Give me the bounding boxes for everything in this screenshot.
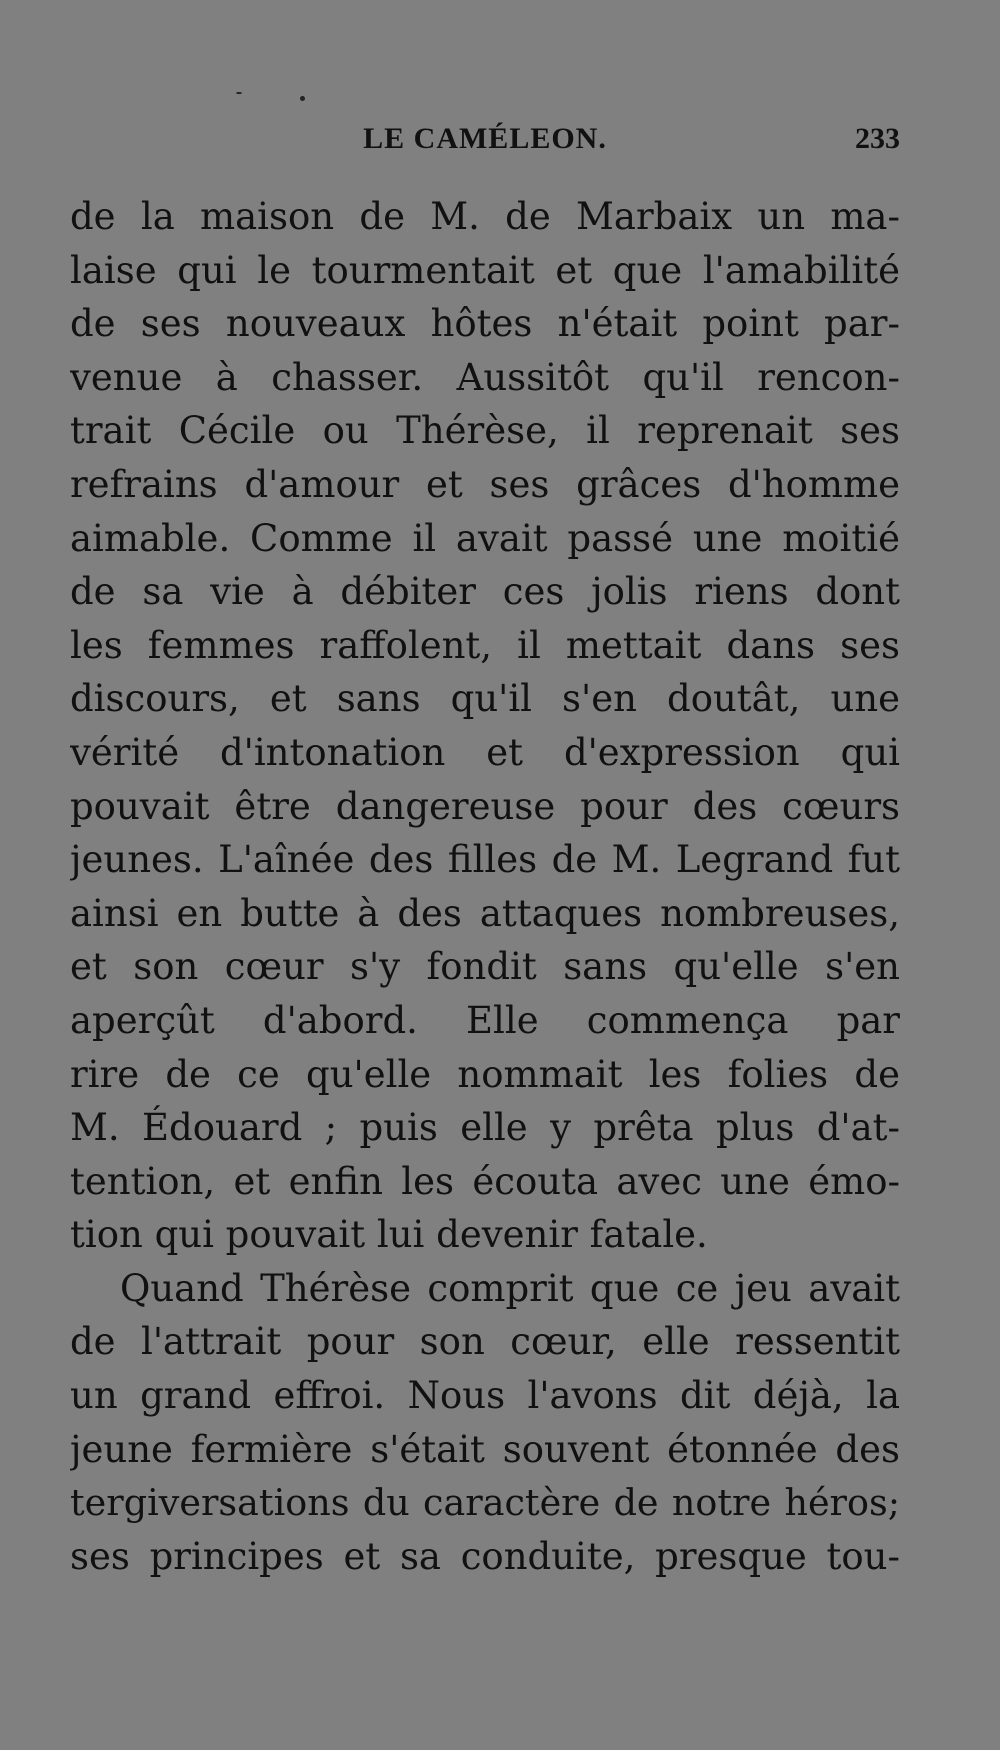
text-line: rire de ce qu'elle nommait les folies de <box>70 1052 900 1096</box>
text-line: tergiversations du caractère de notre héros; <box>70 1481 900 1525</box>
ink-speck <box>236 92 242 94</box>
text-line: laise qui le tourmentait et que l'amabilité <box>70 248 900 292</box>
text-line: discours, et sans qu'il s'en doutât, une <box>70 677 900 721</box>
text-line: M. Édouard ; puis elle y prêta plus d'at- <box>70 1106 900 1150</box>
text-line: jeunes. L'aînée des filles de M. Legrand fut <box>70 838 900 882</box>
text-line: de ses nouveaux hôtes n'était point par- <box>70 302 900 346</box>
text-line: trait Cécile ou Thérèse, il reprenait ses <box>70 409 900 453</box>
text-line: de la maison de M. de Marbaix un ma- <box>70 195 900 238</box>
text-line: aimable. Comme il avait passé une moitié <box>70 516 900 560</box>
text-line: jeune fermière s'était souvent étonnée des <box>70 1427 900 1471</box>
text-line: pouvait être dangereuse pour des cœurs <box>70 784 900 828</box>
text-line: tention, et enfin les écouta avec une émo- <box>70 1159 900 1203</box>
text-line: un grand effroi. Nous l'avons dit déjà, la <box>70 1374 900 1418</box>
running-head <box>70 118 900 158</box>
body-text <box>70 190 900 1583</box>
text-line: ainsi en butte à des attaques nombreuses, <box>70 891 900 935</box>
text-line: de l'attrait pour son cœur, elle ressentit <box>70 1320 900 1364</box>
text-line: les femmes raffolent, il mettait dans ses <box>70 623 900 667</box>
page-number: 233 <box>855 122 900 155</box>
ink-speck <box>300 96 305 101</box>
text-line: et son cœur s'y fondit sans qu'elle s'en <box>70 945 900 989</box>
text-line: vérité d'intonation et d'expression qui <box>70 730 900 774</box>
text-line: venue à chasser. Aussitôt qu'il rencon- <box>70 355 900 399</box>
paragraph-end-line: tion qui pouvait lui devenir fatale. <box>70 1213 708 1257</box>
running-title: LE CAMÉLEON. <box>363 122 607 155</box>
text-line: aperçût d'abord. Elle commença par <box>70 998 900 1042</box>
text-line: refrains d'amour et ses grâces d'homme <box>70 462 900 506</box>
paragraph-start-line: Quand Thérèse comprit que ce jeu avait <box>120 1266 900 1310</box>
text-line: de sa vie à débiter ces jolis riens dont <box>70 570 900 614</box>
text-line: ses principes et sa conduite, presque tou- <box>70 1534 900 1578</box>
